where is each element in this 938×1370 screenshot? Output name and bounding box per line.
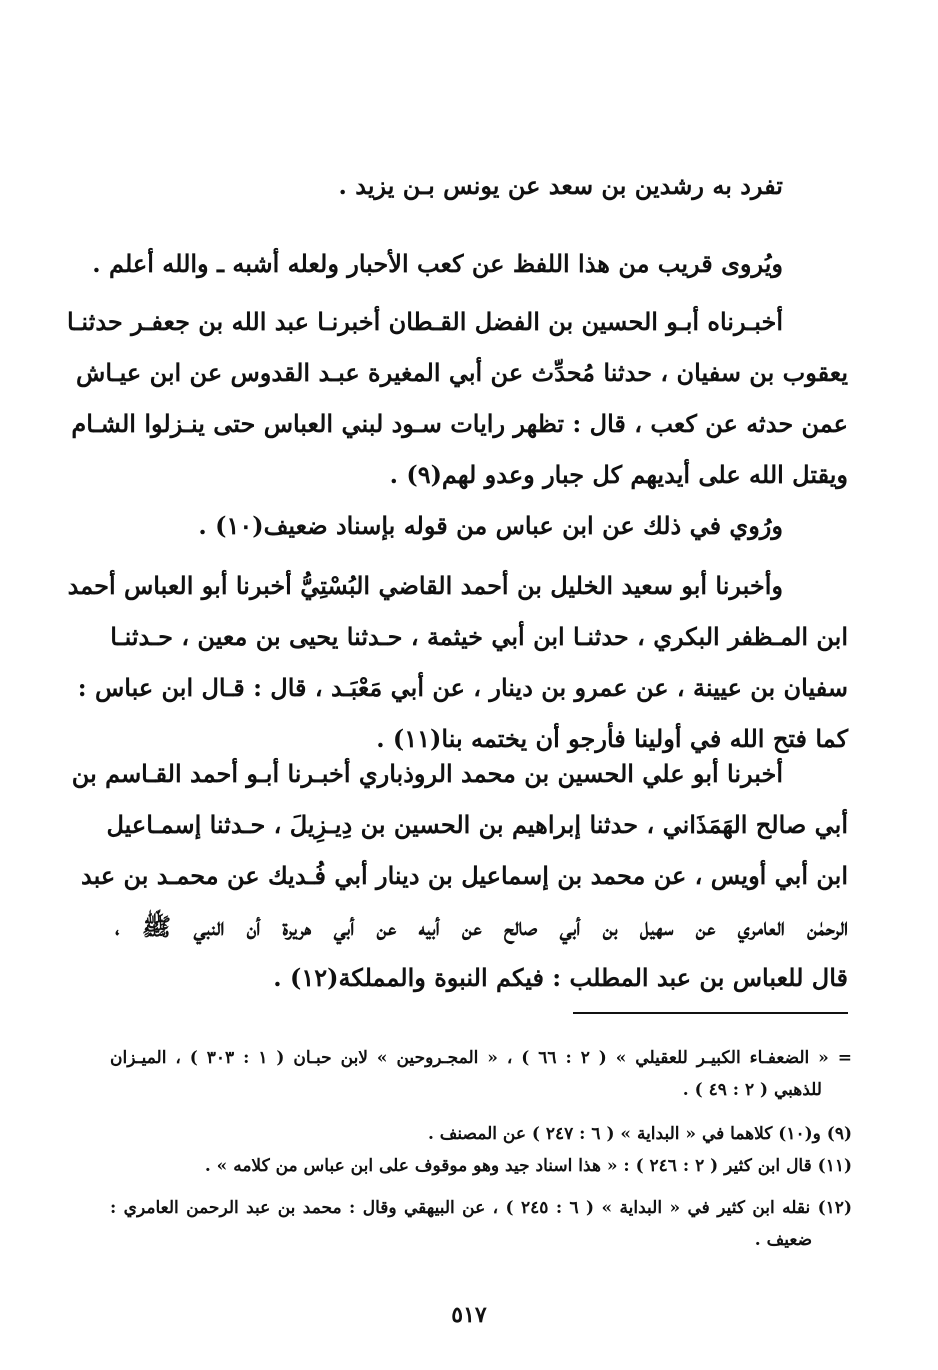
footnote-line: (١٢) نقله ابن كثير في « البداية » ( ٦ : ٢٤٥ ) ، عن البيهقي وقال : محمد بن عبد الرحمن العامري :: [110, 1198, 852, 1218]
text-line: كما فتح الله في أولينا فأرجو أن يختمه بنا(١١) .: [376, 724, 848, 753]
text-line: ابن المـظفر البكري ، حدثنـا ابن أبي خيثمة ، حـدثنا يحيى بن معين ، حـدثنـا: [110, 622, 848, 651]
text-line: أبي صالح الهَمَذَاني ، حدثنا إبراهيم بن الحسين بن دِيـزِيلَ ، حـدثنا إسمـاعيل: [106, 810, 848, 839]
text-line: ويُروى قريب من هذا اللفظ عن كعب الأحبار ولعله أشبه ـ والله أعلم .: [92, 249, 783, 278]
paragraph-6: [71, 748, 848, 1003]
footnote-line: ضعيف .: [754, 1230, 812, 1250]
paragraph-3: [67, 296, 848, 500]
footnote-11: [110, 1150, 852, 1182]
text-line: الرحمٰن العامري عن سهيل بن أبي صالح عن أبيه عن أبي هريرة أن النبي ﷺ ،: [115, 912, 848, 941]
footnote-continued: [110, 1042, 852, 1106]
footnote-12: [110, 1192, 852, 1256]
text-line: سفيان بن عيينة ، عن عمرو بن دينار ، عن أبي مَعْبَـد ، قال : قـال ابن عباس :: [77, 673, 848, 702]
footnote-9-10: [110, 1118, 852, 1150]
text-line: وأخبرنا أبو سعيد الخليل بن أحمد القاضي البُسْتِيُّ أخبرنا أبو العباس أحمد: [67, 571, 783, 600]
footnote-line: (١١) قال ابن كثير ( ٢ : ٢٤٦ ) : « هذا اسناد جيد وهو موقوف على ابن عباس من كلامه » .: [204, 1156, 852, 1176]
paragraph-5: [67, 560, 848, 764]
page-number: ٥١٧: [451, 1302, 487, 1328]
text-line: ابن أبي أويس ، عن محمد بن إسماعيل بن دينار أبي فُـديك عن محمـد بن عبد: [80, 861, 848, 890]
text-line: يعقوب بن سفيان ، حدثنا مُحدِّث عن أبي المغيرة عبـد القدوس عن ابن عيـاش: [76, 358, 848, 387]
paragraph-4: [115, 500, 848, 551]
text-line: ورُوي في ذلك عن ابن عباس من قوله بإسناد ضعيف(١٠) .: [198, 511, 783, 540]
paragraph-1: [115, 160, 848, 211]
text-line: أخبرنا أبو علي الحسين بن محمد الروذباري أخبـرنا أبـو أحمد القـاسم بن: [71, 759, 783, 788]
footnote-line: (٩) و(١٠) كلاهما في « البداية » ( ٦ : ٢٤٧ ) عن المصنف .: [427, 1124, 852, 1144]
paragraph-2: [92, 238, 848, 289]
text-line: أخبـرناه أبـو الحسين بن الفضل القـطان أخبرنـا عبد الله بن جعفـر حدثنـا: [67, 307, 783, 336]
footnote-line: للذهبي ( ٢ : ٤٩ ) .: [682, 1080, 822, 1100]
footnote-separator: [573, 1012, 848, 1014]
text-line: تفرد به رشدين بن سعد عن يونس بـن يزيد .: [338, 171, 783, 200]
text-line: عمن حدثه عن كعب ، قال : تظهر رايات سـود لبني العباس حتى ينـزلوا الشـام: [71, 409, 848, 438]
footnote-line: = « الضعفـاء الكبيـر للعقيلي » ( ٢ : ٦٦ ) ، « المجـروحين » لابن حبـان ( ١ : ٣٠٣ ) ، الميـزان: [110, 1048, 852, 1068]
text-line: قال للعباس بن عبد المطلب : فيكم النبوة والمملكة(١٢) .: [273, 963, 848, 992]
text-line: ويقتل الله على أيديهم كل جبار وعدو لهم(٩) .: [389, 460, 848, 489]
